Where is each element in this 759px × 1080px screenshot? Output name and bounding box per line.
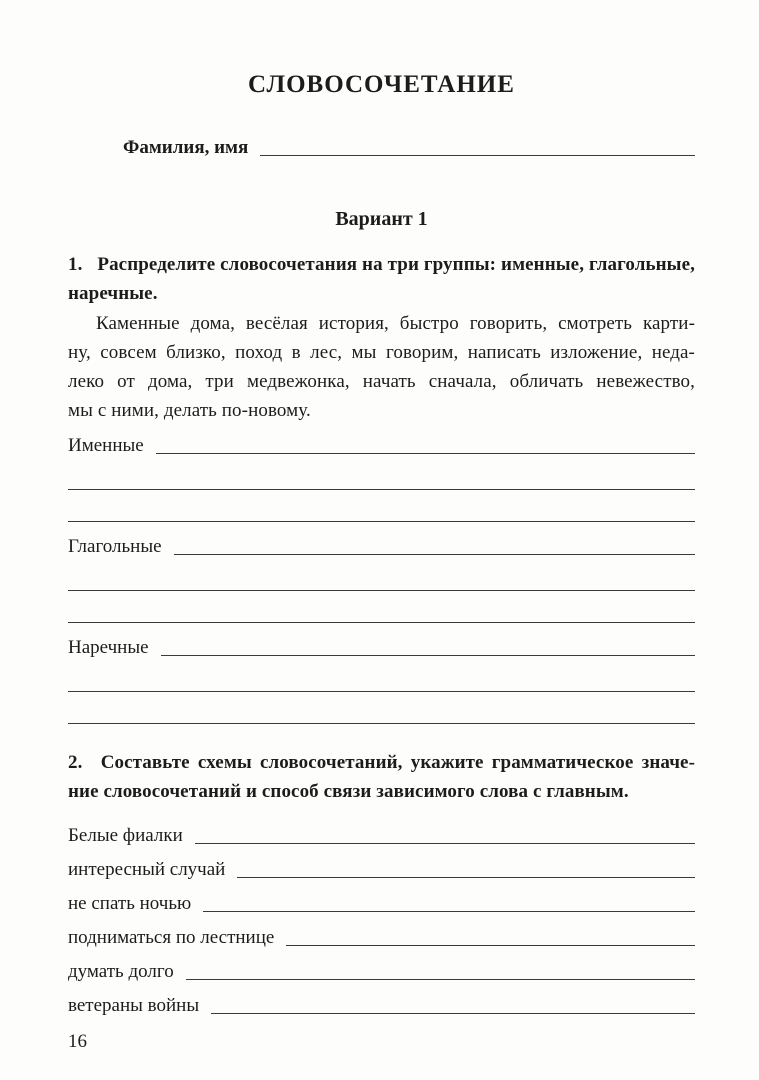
item-row xyxy=(68,848,695,882)
task1-answer-groups xyxy=(68,427,695,724)
name-blank-line xyxy=(260,155,695,156)
item-label: думать долго xyxy=(68,961,174,982)
task2-heading-line2: ние словосочетаний и способ связи зависимого слова с главным. xyxy=(68,781,629,802)
task2-heading-text: Составьте схемы словосочетаний, укажите грамматическое значе- xyxy=(100,752,695,773)
item-label: Белые фиалки xyxy=(68,825,183,846)
answer-blank-line xyxy=(195,843,695,844)
answer-blank-line xyxy=(68,559,695,591)
item-row xyxy=(68,916,695,950)
name-label: Фамилия, имя xyxy=(123,137,249,158)
task2-heading-line1 xyxy=(68,748,695,777)
task1-word-list xyxy=(68,309,695,425)
page-title: СЛОВОСОЧЕТАНИЕ xyxy=(248,71,515,98)
answer-blank-line xyxy=(203,911,695,912)
group-label-row xyxy=(68,427,695,458)
answer-blank-line xyxy=(68,591,695,623)
item-row xyxy=(68,814,695,848)
answer-blank-line xyxy=(186,979,695,980)
group-verbal xyxy=(68,528,695,623)
answer-blank-line xyxy=(156,453,695,454)
answer-blank-line xyxy=(237,877,695,878)
item-row xyxy=(68,984,695,1018)
task2-number: 2. xyxy=(68,752,83,773)
name-row xyxy=(123,128,695,160)
answer-blank-line xyxy=(174,554,695,555)
item-row xyxy=(68,950,695,984)
item-label: ветераны войны xyxy=(68,995,200,1016)
word-list-line: мы с ними, делать по-новому. xyxy=(68,400,311,421)
task1-heading-text: Распределите словосочетания на три группы: именные, глагольные, xyxy=(97,254,695,275)
answer-blank-line xyxy=(68,660,695,692)
answer-blank-line xyxy=(68,458,695,490)
group-adverbial-label: Наречные xyxy=(68,637,149,658)
group-label-row xyxy=(68,629,695,660)
group-verbal-label: Глагольные xyxy=(68,536,162,557)
group-adverbial xyxy=(68,629,695,724)
answer-blank-line xyxy=(68,692,695,724)
task2-items xyxy=(68,814,695,1018)
group-nominal xyxy=(68,427,695,522)
answer-blank-line xyxy=(211,1013,695,1014)
item-label: интересный случай xyxy=(68,859,226,880)
word-list-line: ну, совсем близко, поход в лес, мы говорим, написать изложение, неда- xyxy=(68,342,695,363)
item-label: не спать ночью xyxy=(68,893,192,914)
word-list-line: Каменные дома, весёлая история, быстро говорить, смотреть карти- xyxy=(96,313,695,334)
answer-blank-line xyxy=(68,490,695,522)
answer-blank-line xyxy=(286,945,695,946)
answer-blank-line xyxy=(161,655,695,656)
item-row xyxy=(68,882,695,916)
word-list-line: леко от дома, три медвежонка, начать сначала, обличать невежество, xyxy=(68,371,695,392)
page-number: 16 xyxy=(68,1031,87,1052)
group-label-row xyxy=(68,528,695,559)
group-nominal-label: Именные xyxy=(68,435,144,456)
variant-heading: Вариант 1 xyxy=(335,208,428,230)
task1-heading-line1 xyxy=(68,250,695,279)
task1-heading-line2: наречные. xyxy=(68,283,158,304)
item-label: подниматься по лестнице xyxy=(68,927,275,948)
task1-number: 1. xyxy=(68,254,83,275)
